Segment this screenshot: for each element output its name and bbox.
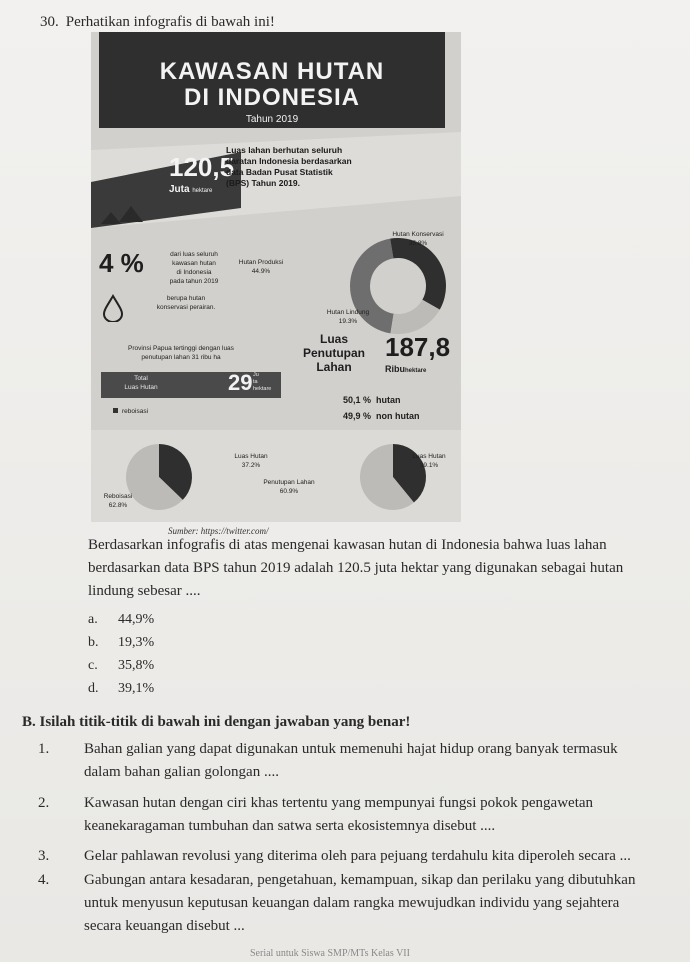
list-item: 4. Gabungan antara kesadaran, pengetahuan, kemampuan, sikap dan perilaku yang dibutuhkan untuk menyusun keputusan keuangan dalam rangka mewujudkan individu yang sejahtera secara keuangan disebut ... (38, 872, 636, 934)
option-c[interactable]: c. 35,8% (88, 658, 155, 673)
total-forest-value: 120,5 (169, 152, 235, 182)
pie-right-luas-label: Luas Hutan 39.1% (412, 453, 446, 469)
donut-label-konservasi: Hutan Konservasi 35.8% (392, 231, 444, 247)
total-29-unit: Ju ta hektare (253, 372, 272, 392)
total-forest-description: Luas lahan berhutan seluruh daratan Indonesia berdasarkan data Badan Pusat Statistik (BPS) Tahun 2019. (226, 145, 352, 188)
legend-square-icon (113, 408, 118, 413)
reboisasi-legend: reboisasi (113, 408, 148, 415)
land-cover-value: 187,8 (385, 332, 451, 362)
donut-label-lindung: Hutan Lindung 19.3% (326, 309, 370, 325)
forest-percent: 50,1 % hutan (343, 395, 401, 405)
infographic-title-line2: DI INDONESIA (183, 84, 360, 111)
list-item: 1. Bahan galian yang dapat digunakan untuk memenuhi hajat hidup orang banyak termasuk dalam bahan galian golongan .... (38, 741, 618, 780)
slice-hutan-konservasi (390, 238, 446, 310)
option-d[interactable]: d. 39,1% (88, 681, 155, 696)
page-footer: Serial untuk Siswa SMP/MTs Kelas VII (250, 948, 410, 959)
question-text-line3: lindung sebesar .... (88, 583, 201, 599)
question-text-line2: berdasarkan data BPS tahun 2019 adalah 120.5 juta hektar yang digunakan sebagai hutan (88, 560, 624, 576)
infographic-title-box (99, 32, 445, 128)
land-cover-unit: Ribuhektare (385, 364, 427, 374)
question-header (40, 14, 275, 31)
infographic-title-line1: KAWASAN HUTAN (159, 58, 385, 85)
total-29-value: 29 (228, 370, 253, 395)
non-forest-percent: 49,9 % non hutan (343, 411, 420, 421)
infographic-source: Sumber: https://twitter.com/ (168, 526, 269, 536)
question-number: 30. (40, 14, 59, 30)
infographic (91, 32, 461, 522)
pie-left-reboisasi-label: Reboisasi 62.8% (103, 493, 133, 509)
option-a[interactable]: a. 44,9% (88, 612, 155, 627)
papua-note: Provinsi Papua tertinggi dengan luas penutupan lahan 31 ribu ha (128, 345, 234, 361)
list-item: 3. Gelar pahlawan revolusi yang diterima oleh para pejuang terdahulu kita diperoleh secara ... (38, 848, 631, 864)
percent-4-value: 4 % (99, 248, 144, 278)
konservasi-description: berupa hutan konservasi perairan. (156, 295, 216, 311)
option-b[interactable]: b. 19,3% (88, 635, 155, 650)
list-item: 2. Kawasan hutan dengan ciri khas tertentu yang mempunyai fungsi pokok pengawetan keanekaragaman tumbuhan dan satwa serta ekosistemnya disebut .... (38, 795, 594, 834)
pie-left-luas-label: Luas Hutan 37.2% (234, 453, 268, 469)
infographic-year: Tahun 2019 (245, 114, 299, 125)
total-box-label: Total Luas Hutan (124, 375, 158, 391)
pie-right-penutupan-label: Penutupan Lahan 60.9% (263, 479, 315, 495)
land-cover-title: Luas Penutupan Lahan (303, 332, 365, 374)
question-instruction: Perhatikan infografis di bawah ini! (65, 14, 275, 30)
question-text-line1: Berdasarkan infografis di atas mengenai kawasan hutan di Indonesia bahwa luas lahan (88, 537, 607, 553)
water-drop-icon (101, 294, 125, 322)
total-forest-unit: Juta hektare (169, 184, 213, 195)
percent-4-description: dari luas seluruh kawasan hutan di Indonesia pada tahun 2019 (169, 251, 219, 285)
section-b-heading: B. Isilah titik-titik di bawah ini dengan jawaban yang benar! (22, 714, 411, 730)
donut-label-produksi: Hutan Produksi 44.9% (238, 259, 284, 275)
